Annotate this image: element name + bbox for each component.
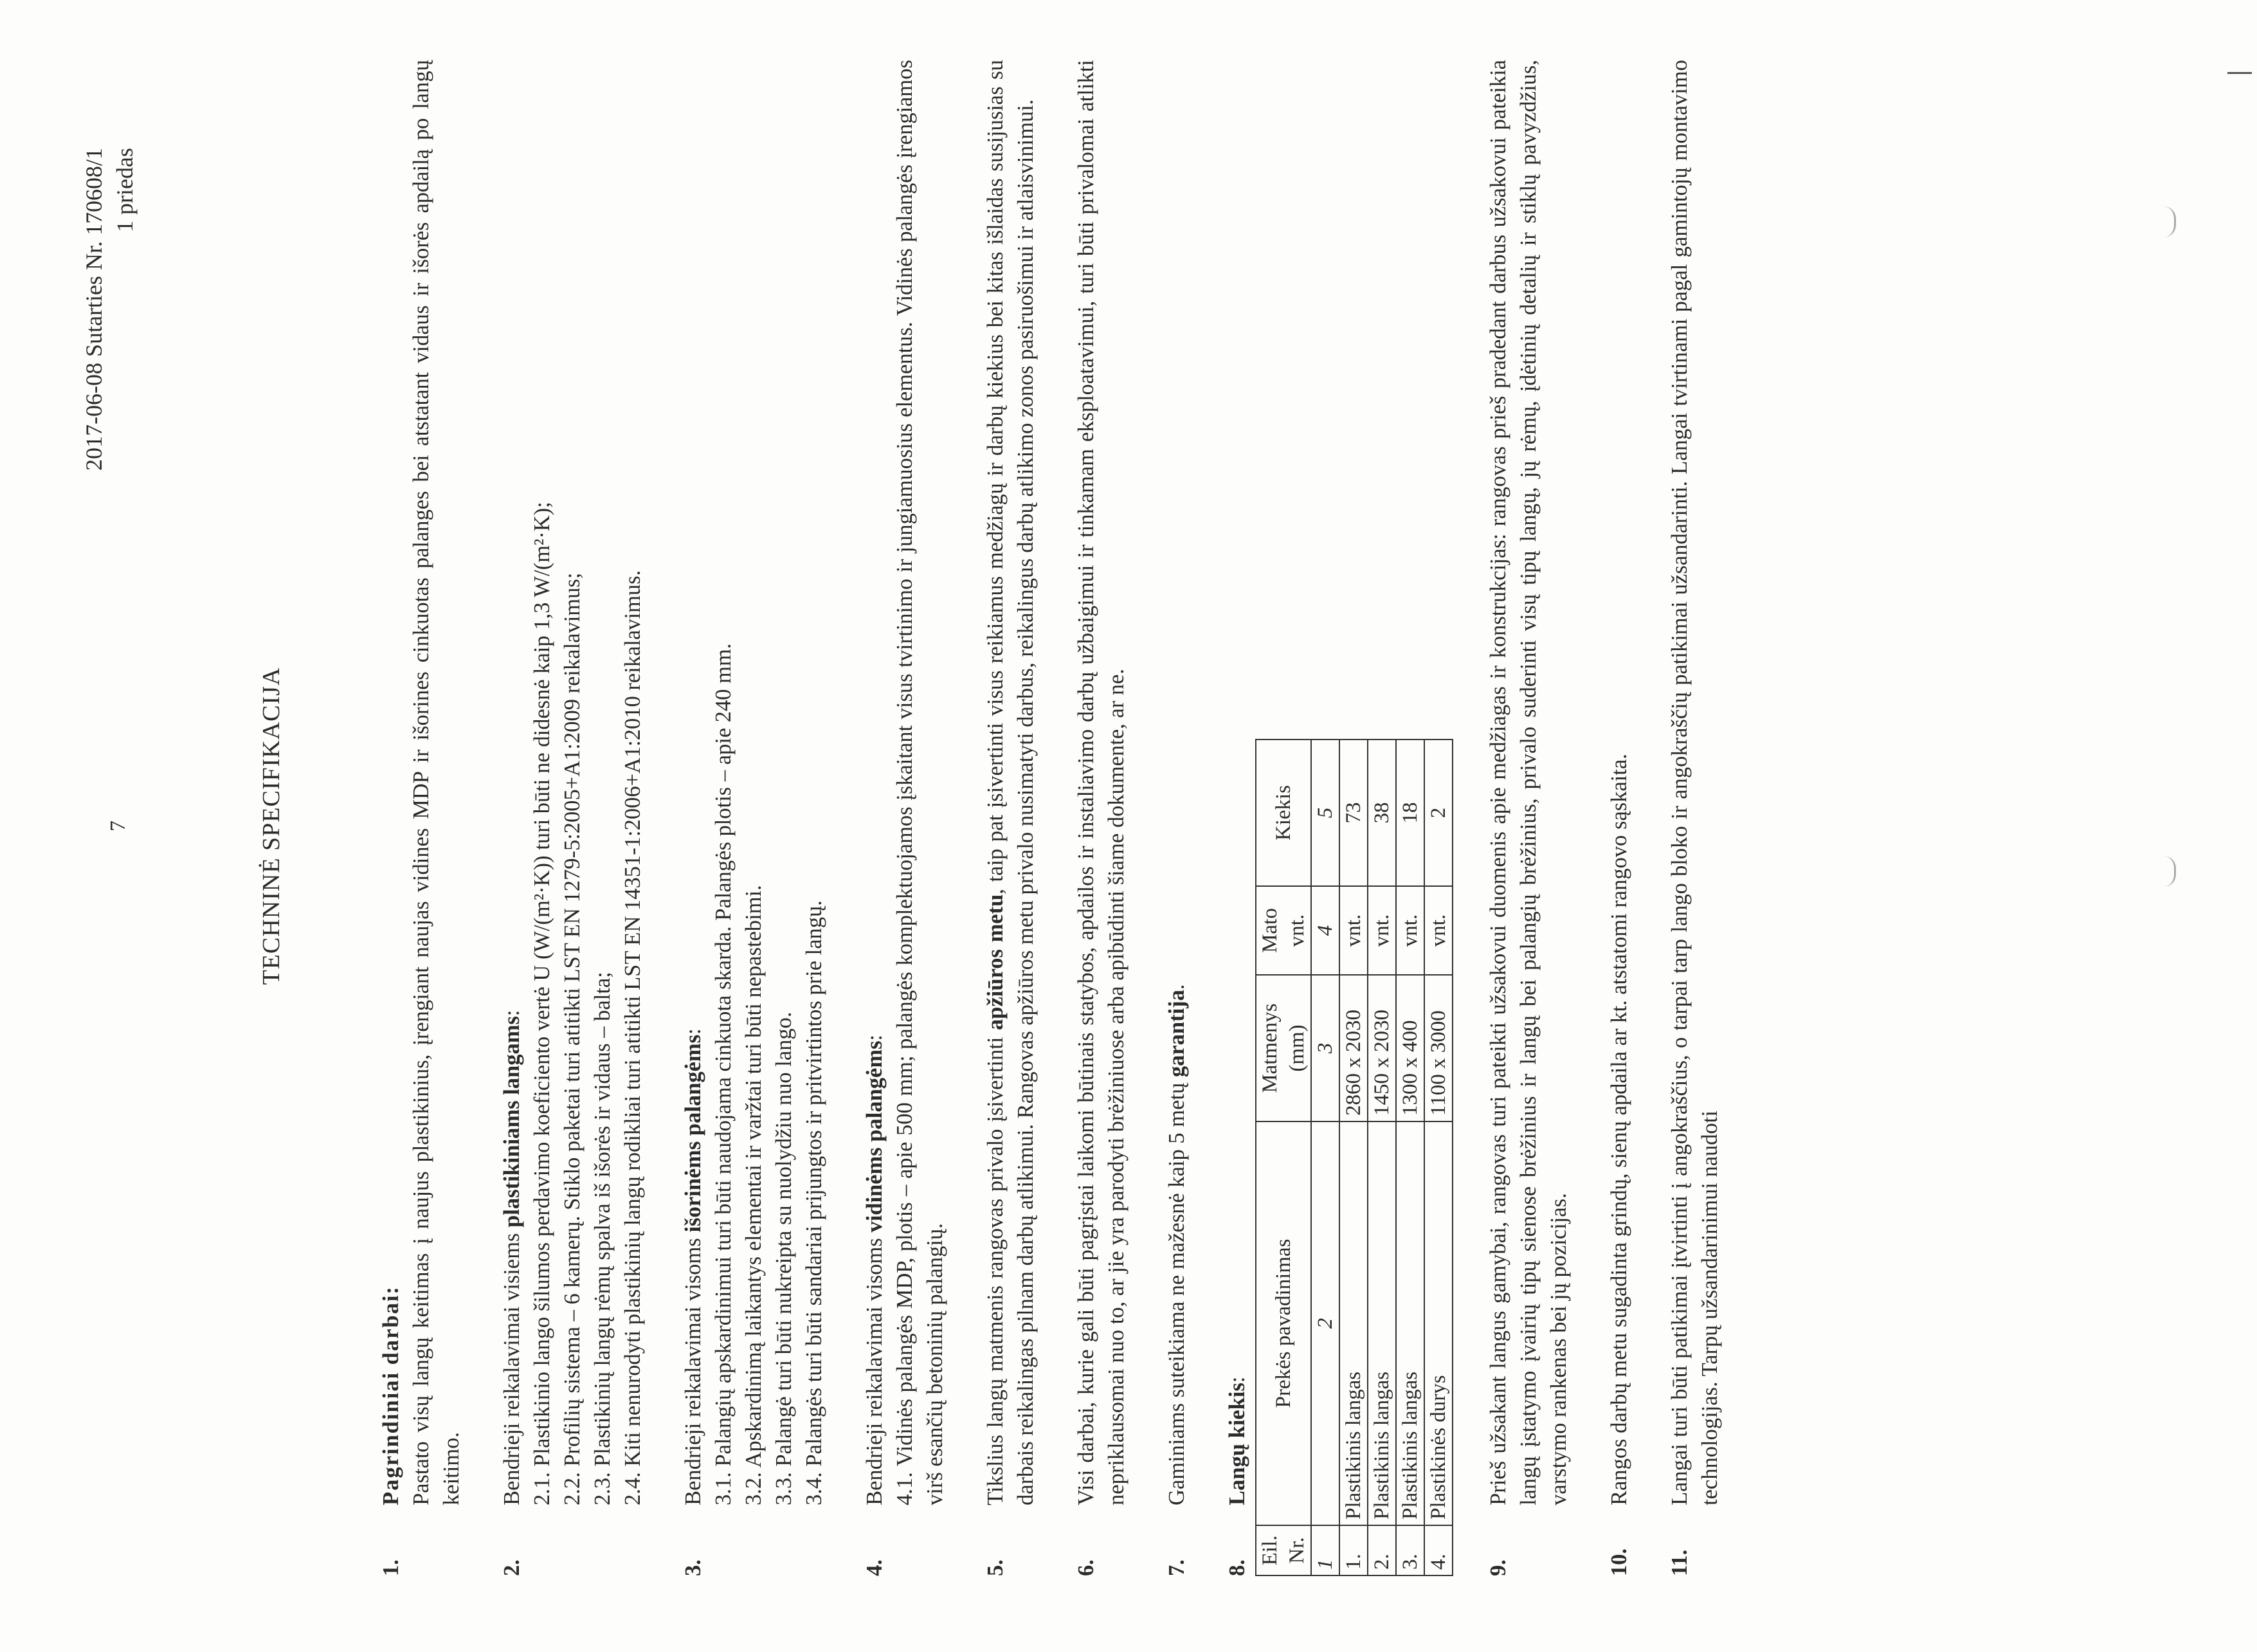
page-number: 7 [106, 821, 130, 831]
section-text: Langai turi būti patikimai įtvirtinti į angokraščius, o tarpai tarp lango bloko ir angokraščių patikimai užsandarinti. Langai tvirtinami pagal gamintojų montavimo technologijas. Tarpų užsandarinimui naudoti [1667, 60, 1722, 1505]
section-number: 8. [1225, 1559, 1249, 1576]
table-cell: Plastikinis langas [1368, 1121, 1396, 1525]
table-row [1339, 740, 1368, 1575]
table-cell: vnt. [1396, 886, 1424, 975]
section-text: Visi darbai, kurie gali būti pagrįstai laikomi būtinais statybos, apdailos ir instaliavimo darbų užbaigimui ir tinkamam eksploatavimui, turi būti privalomai atlikti nepriklausomai nuo to, ar jie yra parodyti brėžiniuose arba apibūdinti šiame dokumente, ar ne. [1074, 60, 1128, 1505]
windows-quantity-table [1255, 739, 1453, 1576]
section-text-post: . [1165, 984, 1189, 990]
section-number: 3. [681, 1559, 705, 1576]
table-cell: vnt. [1424, 886, 1453, 975]
table-header-row [1256, 740, 1311, 1575]
column-number: 4 [1311, 886, 1339, 975]
table-cell: 2860 x 2030 [1339, 975, 1368, 1121]
list-item: 3.1. Palangių apskardinimui turi būti naudojama cinkuota skarda. Palangės plotis – apie 240 mm. [711, 643, 736, 1505]
section-6 [1071, 60, 1132, 1576]
column-number: 3 [1311, 975, 1339, 1121]
section-7 [1162, 60, 1192, 1576]
table-cell: Plastikinis langas [1396, 1121, 1424, 1525]
table-cell: Plastikinės durys [1424, 1121, 1453, 1525]
specification-body [376, 60, 1725, 1576]
section-text-post: , taip pat įsivertinti visus reikiamus medžiagų ir darbų kiekius bei kitas išlaidas susijusias su darbais reikalingas pilnam darbų atlikimui. Rangovas apžiūros metu privalo nusimatyti darbus, reikalingus darbų atlikimo zonos pasiruošimui ir atlaisvinimui. [983, 60, 1038, 1505]
section-heading: Langų kiekis [1225, 1383, 1249, 1505]
table-row [1396, 740, 1424, 1575]
list-item: 2.3. Plastikinių langų rėmų spalva iš išorės ir vidaus – balta; [590, 972, 615, 1505]
punch-hole-mark [2164, 206, 2176, 237]
page-title: TECHNINĖ SPECIFIKACIJA [258, 667, 285, 985]
column-number: 5 [1311, 740, 1339, 886]
section-2: 2. Bendrieji reikalavimai visiems plastikiniams langams: 2.1. Plastikinio lango šilumos perdavimo koeficiento vertė U (W/(m²·K)) turi būti ne didesnė kaip 1,3 W/(m²·K); 2.2. Profilių sistema – 6 kamerų. Stiklo paketai turi atitikti LST EN 1279-5:2005+A1:2009 reikalavimus; 2.3. Plastikinių langų rėmų spalva iš išorės ir vidaus – balta; 2.4. Kiti nenurodyti plastikinių langų rodikliai turi atitikti LST EN 14351-1:2006+A1:2010 reikalavimus. [497, 60, 648, 1576]
section-number: 9. [1486, 1559, 1510, 1576]
section-number: 4. [862, 1559, 887, 1576]
section-3: 3. Bendrieji reikalavimai visoms išorinėms palangėms: 3.1. Palangių apskardinimui turi būti naudojama cinkuota skarda. Palangės plotis – apie 240 mm. 3.2. Apskardinimą laikantys elementai ir varžtai turi būti nepastebimi. 3.3. Palangė turi būti nukreipta su nuolydžiu nuo lango. 3.4. Palangės turi būti sandariai prijungtos ir pritvirtintos prie langų. [678, 60, 829, 1576]
contract-line: 2017-06-08 Sutarties Nr. 170608/1 [81, 148, 107, 471]
section-intro: Bendrieji reikalavimai visoms [681, 1232, 705, 1505]
list-item: 3.2. Apskardinimą laikantys elementai ir varžtai turi būti nepastebimi. [741, 885, 766, 1505]
table-cell: 2. [1368, 1525, 1396, 1575]
section-5 [981, 60, 1041, 1576]
column-header: Matmenys (mm) [1256, 975, 1311, 1121]
section-11 [1665, 60, 1725, 1576]
table-cell: 1450 x 2030 [1368, 975, 1396, 1121]
annex-line: 1 priedas [112, 148, 138, 232]
section-number: 2. [500, 1559, 524, 1576]
section-text-bold: apžiūros metu [983, 894, 1008, 1030]
section-text-bold: garantija [1165, 990, 1189, 1078]
list-item: 2.1. Plastikinio lango šilumos perdavimo koeficiento vertė U (W/(m²·K)) turi būti ne didesnė kaip 1,3 W/(m²·K); [530, 502, 554, 1505]
table-cell: 1300 x 400 [1396, 975, 1424, 1121]
section-text-pre: Tikslius langų matmenis rangovas privalo įsivertinti [983, 1030, 1008, 1505]
section-text-pre: Gaminiams suteikiama ne mažesnė kaip 5 metų [1165, 1077, 1189, 1505]
table-row [1368, 740, 1396, 1575]
column-number: 2 [1311, 1121, 1339, 1525]
section-number: 5. [983, 1559, 1008, 1576]
section-8: 8. Langų kiekis: Eil. Nr. Prekės pavadinimas Matmenys (mm) Mato vnt. Kiekis 1 2 3 4 5 1. Plastikinis langas 2860 x 2030 vnt. 73 2. Plastikinis langas 1450 x 2030 vnt. 38 3. Plastikinis langas 1300 x 400 vnt. 18 4. Plastikinės durys 1100 x 3000 vnt. 2 [1222, 60, 1453, 1576]
table-cell: 1100 x 3000 [1424, 975, 1453, 1121]
punch-hole-mark [2164, 856, 2176, 887]
column-header: Eil. Nr. [1256, 1525, 1311, 1575]
section-intro: Bendrieji reikalavimai visoms [862, 1232, 887, 1505]
table-row [1424, 740, 1453, 1575]
section-number: 7. [1165, 1559, 1189, 1576]
section-9 [1483, 60, 1574, 1576]
section-number: 6. [1074, 1559, 1098, 1576]
table-cell: 38 [1368, 740, 1396, 886]
table-cell: 1. [1339, 1525, 1368, 1575]
section-text: Rangos darbų metu sugadinta grindų, sienų apdaila ar kt. atstatomi rangovo sąskaita. [1607, 754, 1631, 1505]
section-number: 11. [1667, 1549, 1692, 1576]
section-intro-bold: išorinėms palangėms [681, 1034, 705, 1233]
list-item: 2.4. Kiti nenurodyti plastikinių langų rodikliai turi atitikti LST EN 14351-1:2006+A1:2010 reikalavimus. [621, 570, 645, 1505]
section-text: Prieš užsakant langus gamybai, rangovas turi pateikti užsakovui duomenis apie medžiagas ir konstrukcijas: rangovas prieš pradedant darbus užsakovui pateikia langų įstatymo įvairių tipų sienose brėžinius ir langų bei palangių brėžinius, privalo suderinti visų tipų langų, jų rėmų, įdėtinių detalių ir stiklų pavyzdžius, varstymo rankenas bei jų pozicijas. [1486, 60, 1571, 1505]
section-number: 10. [1607, 1548, 1631, 1576]
list-item: 3.4. Palangės turi būti sandariai prijungtos ir pritvirtintos prie langų. [802, 900, 826, 1505]
table-cell: 2 [1424, 740, 1453, 886]
table-cell: Plastikinis langas [1339, 1121, 1368, 1525]
section-intro: Bendrieji reikalavimai visiems [500, 1227, 524, 1505]
section-text: Pastato visų langų keitimas į naujus plastikinius, įrengiant naujas vidines MDP ir išorines cinkuotas palanges bei atstatant vidaus ir išorės apdailą po langų keitimo. [409, 60, 464, 1505]
column-header: Prekės pavadinimas [1256, 1121, 1311, 1525]
section-intro-bold: vidinėms palangėms [862, 1040, 887, 1233]
table-cell: vnt. [1339, 886, 1368, 975]
section-10 [1604, 60, 1635, 1576]
list-item: 2.2. Profilių sistema – 6 kamerų. Stiklo paketai turi atitikti LST EN 1279-5:2005+A1:2009 reikalavimus; [560, 572, 585, 1505]
section-intro-bold: plastikiniams langams [500, 1016, 524, 1228]
table-cell: vnt. [1368, 886, 1396, 975]
table-cell: 18 [1396, 740, 1424, 886]
table-cell: 3. [1396, 1525, 1424, 1575]
column-header: Mato vnt. [1256, 886, 1311, 975]
section-number: 1. [379, 1559, 403, 1576]
section-1 [376, 60, 467, 1576]
list-item: 4.1. Vidinės palangės MDP, plotis – apie 500 mm; palangės komplektuojamos įskaitant visus tvirtinimo ir jungiamuosius elementus. Vidinės palangės įrengiamos virš esančių betoninių palangių. [893, 60, 947, 1505]
section-heading: Pagrindiniai darbai: [379, 1285, 403, 1505]
column-header: Kiekis [1256, 740, 1311, 886]
section-4: 4. Bendrieji reikalavimai visoms vidinėms palangėms: 4.1. Vidinės palangės MDP, plotis – apie 500 mm; palangės komplektuojamos įskaitant visus tvirtinimo ir jungiamuosius elementus. Vidinės palangės įrengiamos virš esančių betoninių palangių. [860, 60, 950, 1576]
column-number: 1 [1311, 1525, 1339, 1575]
table-cell: 73 [1339, 740, 1368, 886]
scan-edge-mark [2227, 72, 2252, 74]
table-cell: 4. [1424, 1525, 1453, 1575]
column-number-row [1311, 740, 1339, 1575]
list-item: 3.3. Palangė turi būti nukreipta su nuolydžiu nuo lango. [772, 1012, 796, 1505]
